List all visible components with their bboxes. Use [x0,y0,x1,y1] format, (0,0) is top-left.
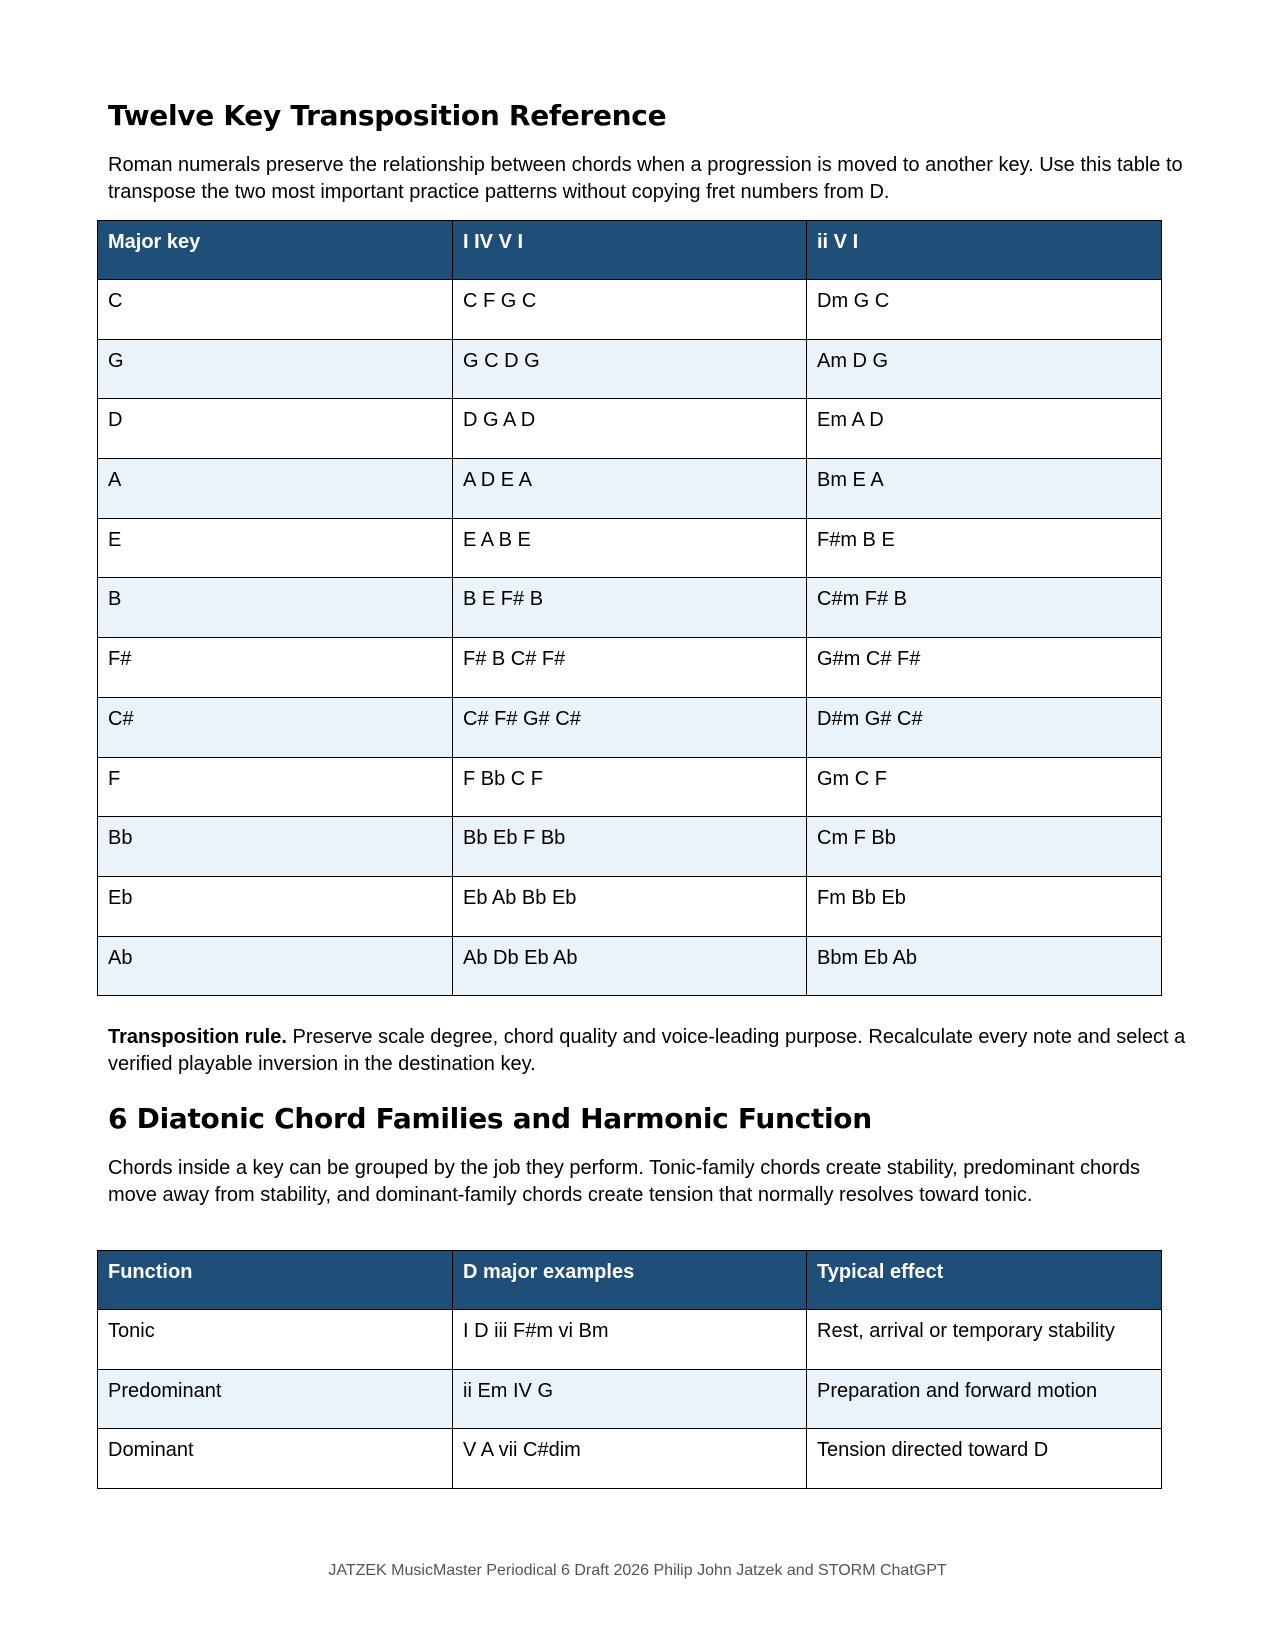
table-cell: G#m C# F# [807,638,1162,698]
table-row [98,1429,1162,1489]
table-cell: B [98,578,453,638]
table-cell: Em A D [807,399,1162,459]
table-cell: C# [98,697,453,757]
table-row [98,1310,1162,1370]
table-row [98,817,1162,877]
table-row [98,876,1162,936]
table-cell: C [98,280,453,340]
table-row [98,339,1162,399]
table-cell: C#m F# B [807,578,1162,638]
column-header: ii V I [807,221,1162,280]
column-header: Major key [98,221,453,280]
table-row [98,757,1162,817]
transposition-table [97,220,1162,996]
table-cell: ii Em IV G [453,1369,807,1429]
table-row [98,459,1162,519]
table-cell: Bb [98,817,453,877]
table-cell: Am D G [807,339,1162,399]
table-cell: A [98,459,453,519]
table-cell: D G A D [453,399,807,459]
table-cell: Eb [98,876,453,936]
table-row [98,399,1162,459]
table-header-row [98,221,1162,280]
table-cell: Fm Bb Eb [807,876,1162,936]
table-cell: Bb Eb F Bb [453,817,807,877]
table-cell: G [98,339,453,399]
table-row [98,578,1162,638]
table-cell: F# B C# F# [453,638,807,698]
table-cell: Ab Db Eb Ab [453,936,807,996]
table-cell: F [98,757,453,817]
rule-text: Preserve scale degree, chord quality and voice-leading purpose. Recalculate every note and select a verified playable inversion in the destination key. [108,1026,1186,1075]
column-header: Typical effect [807,1251,1162,1310]
table-cell: Bbm Eb Ab [807,936,1162,996]
rule-lead: Transposition rule. [108,1026,287,1048]
table-cell: Predominant [98,1369,453,1429]
table-cell: D [98,399,453,459]
section-intro-chord-families: Chords inside a key can be grouped by the job they perform. Tonic-family chords create stability, predominant chords move away from stability, and dominant-family chords create tension that normally resolves toward tonic. [108,1157,1141,1206]
table-cell: V A vii C#dim [453,1429,807,1489]
table-cell: Gm C F [807,757,1162,817]
harmonic-function-table [97,1250,1162,1489]
table-cell: Dominant [98,1429,453,1489]
column-header: I IV V I [453,221,807,280]
transposition-rule [108,1024,1190,1078]
column-header: D major examples [453,1251,807,1310]
table-cell: Cm F Bb [807,817,1162,877]
section-intro-transposition: Roman numerals preserve the relationship between chords when a progression is moved to another key. Use this table to transpose the two most important practice patterns without copying fret numbers from D. [108,154,1183,203]
table-cell: F# [98,638,453,698]
table-cell: Rest, arrival or temporary stability [807,1310,1162,1370]
table-cell: I D iii F#m vi Bm [453,1310,807,1370]
table-cell: F#m B E [807,518,1162,578]
table-row [98,1369,1162,1429]
section-title-transposition: Twelve Key Transposition Reference [108,99,667,132]
table-cell: Preparation and forward motion [807,1369,1162,1429]
table-row [98,936,1162,996]
table-cell: E A B E [453,518,807,578]
table-cell: Dm G C [807,280,1162,340]
table-cell: B E F# B [453,578,807,638]
table-cell: C# F# G# C# [453,697,807,757]
table-cell: A D E A [453,459,807,519]
table-row [98,280,1162,340]
table-cell: E [98,518,453,578]
table-row [98,638,1162,698]
table-header-row [98,1251,1162,1310]
table-row [98,697,1162,757]
table-cell: Eb Ab Bb Eb [453,876,807,936]
table-cell: G C D G [453,339,807,399]
column-header: Function [98,1251,453,1310]
table-cell: C F G C [453,280,807,340]
page-footer: JATZEK MusicMaster Periodical 6 Draft 2026 Philip John Jatzek and STORM ChatGPT [328,1562,947,1579]
table-cell: D#m G# C# [807,697,1162,757]
table-cell: Bm E A [807,459,1162,519]
table-cell: F Bb C F [453,757,807,817]
table-cell: Ab [98,936,453,996]
table-cell: Tension directed toward D [807,1429,1162,1489]
table-cell: Tonic [98,1310,453,1370]
section-title-chord-families: 6 Diatonic Chord Families and Harmonic Function [108,1102,872,1135]
table-row [98,518,1162,578]
